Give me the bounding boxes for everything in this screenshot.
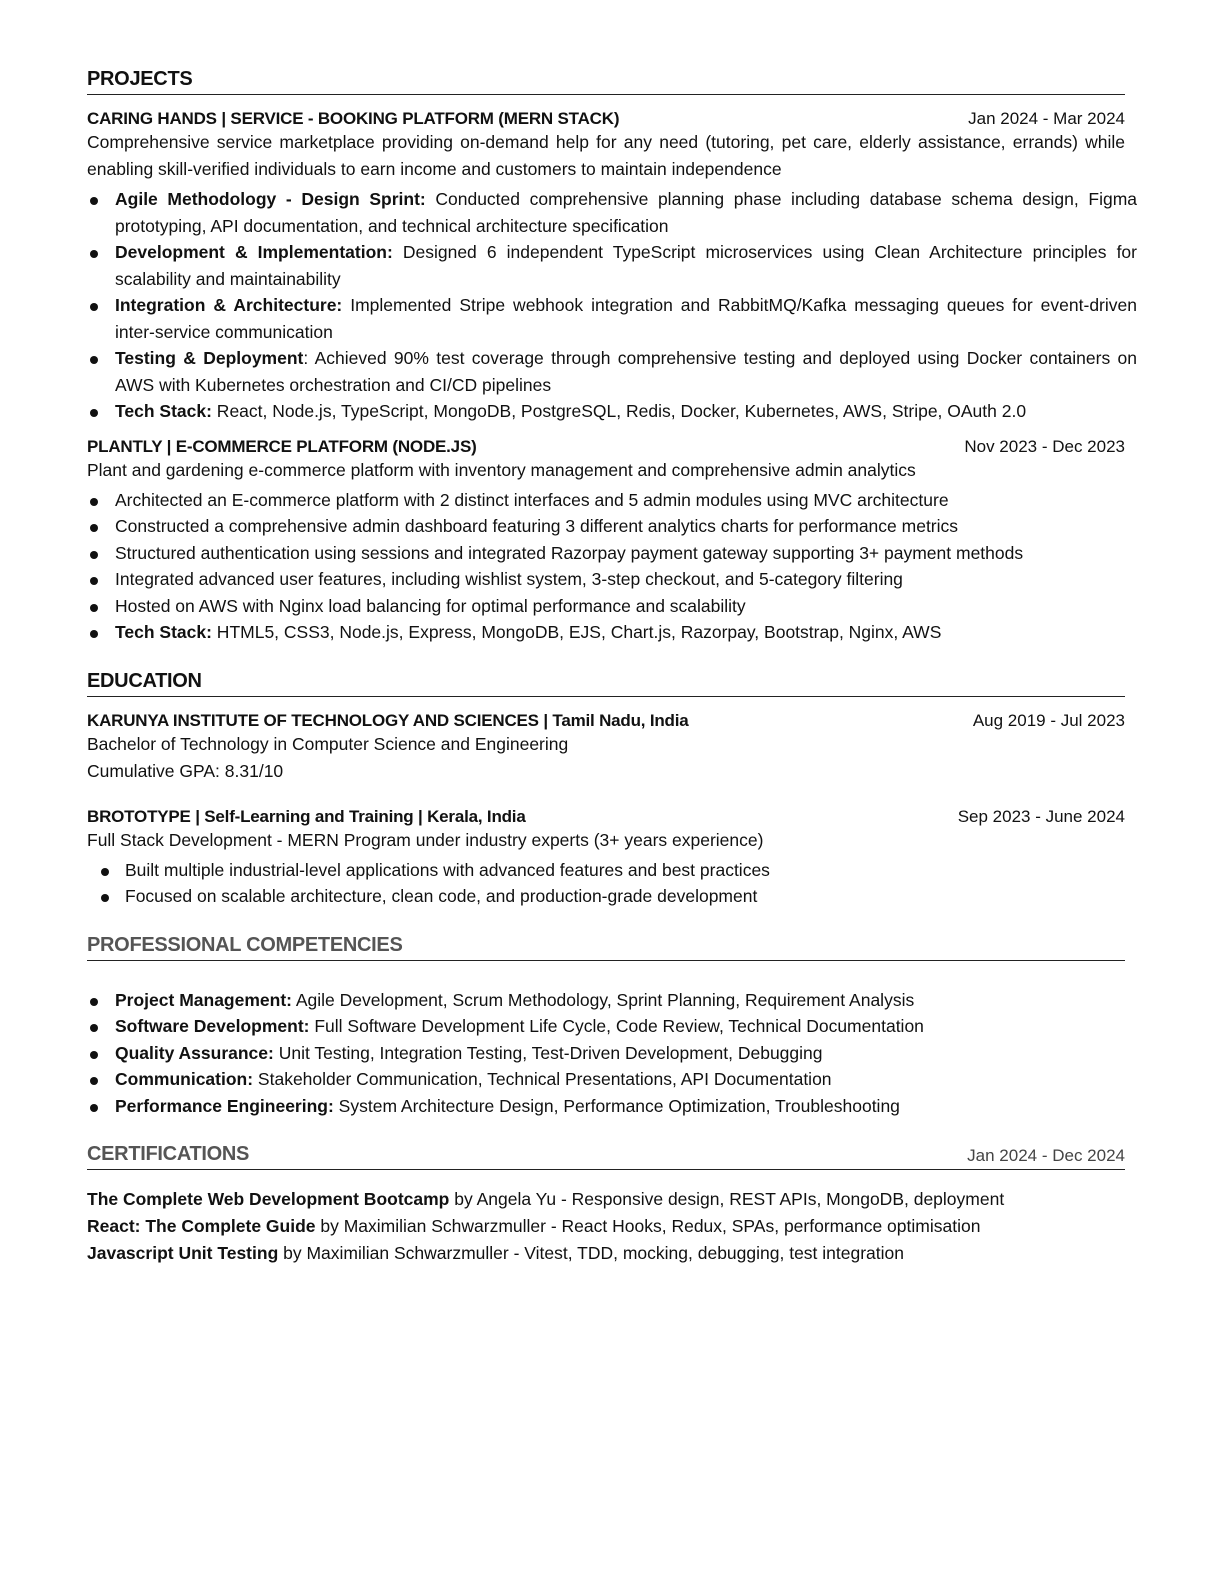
competency-label: Project Management: xyxy=(115,989,292,1010)
competency-text: Unit Testing, Integration Testing, Test-Driven Development, Debugging xyxy=(273,1042,823,1063)
education-bullet: Built multiple industrial-level applications with advanced features and best practices xyxy=(87,857,1125,884)
certification-item xyxy=(87,1240,1125,1267)
certification-text: by Angela Yu - Responsive design, REST APIs, MongoDB, deployment xyxy=(449,1189,1005,1209)
competency-item xyxy=(87,1093,1125,1120)
education-date: Sep 2023 - June 2024 xyxy=(957,806,1125,826)
education-date: Aug 2019 - Jul 2023 xyxy=(972,710,1125,730)
bullet-text: HTML5, CSS3, Node.js, Express, MongoDB, EJS, Chart.js, Razorpay, Bootstrap, Nginx, AWS xyxy=(211,622,942,642)
competencies-header xyxy=(87,934,1125,961)
project-entry xyxy=(87,437,1125,646)
education-entry xyxy=(87,807,1125,910)
bullet-text: Designed 6 independent TypeScript microservices using Clean Architecture principles for scalability and maintainability xyxy=(115,242,1137,289)
competencies-heading: PROFESSIONAL COMPETENCIES xyxy=(87,933,403,956)
certifications-header xyxy=(87,1143,1125,1170)
certification-item xyxy=(87,1186,1125,1213)
education-entry-header xyxy=(87,807,1125,827)
certifications-section xyxy=(87,1143,1125,1267)
bullet-label: Integration & Architecture: xyxy=(115,295,343,315)
project-bullet xyxy=(87,593,1137,620)
bullet-label: Tech Stack: xyxy=(115,401,212,421)
bullet-label: Tech Stack: xyxy=(115,622,212,642)
competency-label: Communication: xyxy=(115,1069,254,1089)
competency-item xyxy=(87,1013,1125,1040)
competency-label: Quality Assurance: xyxy=(115,1042,274,1063)
certification-text: by Maximilian Schwarzmuller - Vitest, TDD, mocking, debugging, test integration xyxy=(278,1243,904,1263)
competencies-section xyxy=(87,934,1125,1120)
education-entry xyxy=(87,711,1125,785)
competency-item xyxy=(87,1066,1125,1093)
competency-text: Stakeholder Communication, Technical Presentations, API Documentation xyxy=(253,1069,832,1089)
education-degree: Bachelor of Technology in Computer Science and Engineering xyxy=(87,733,569,754)
project-bullet xyxy=(87,292,1137,345)
competency-label: Performance Engineering: xyxy=(115,1095,334,1116)
project-bullet xyxy=(87,239,1137,292)
education-heading: EDUCATION xyxy=(87,669,202,692)
education-entry-header xyxy=(87,711,1125,731)
projects-section xyxy=(87,68,1137,646)
education-bullet: Focused on scalable architecture, clean code, and production-grade development xyxy=(87,883,1125,910)
resume-content xyxy=(87,68,1137,1291)
competency-text: Agile Development, Scrum Methodology, Sprint Planning, Requirement Analysis xyxy=(291,989,915,1010)
project-description: Comprehensive service marketplace providing on-demand help for any need (tutoring, pet care, elderly assistance, errands) while enabling skill-verified individuals to earn income and customers to maintain independence xyxy=(87,132,1125,179)
bullet-text: Hosted on AWS with Nginx load balancing for optimal performance and scalability xyxy=(115,595,746,616)
project-bullet xyxy=(87,540,1137,567)
project-bullets xyxy=(87,186,1137,425)
projects-header xyxy=(87,68,1125,95)
project-title: PLANTLY | E-COMMERCE PLATFORM (NODE.JS) xyxy=(87,436,477,456)
education-bullets xyxy=(87,857,1125,910)
competency-item xyxy=(87,1040,1125,1067)
project-title: CARING HANDS | SERVICE - BOOKING PLATFORM (MERN STACK) xyxy=(87,109,620,128)
certification-title: React: The Complete Guide xyxy=(87,1216,316,1236)
bullet-text: Conducted comprehensive planning phase including database schema design, Figma prototyping, API documentation, and technical architecture specification xyxy=(115,189,1137,236)
competencies-list xyxy=(87,987,1125,1120)
project-bullets xyxy=(87,487,1137,646)
competency-label: Software Development: xyxy=(115,1016,310,1036)
bullet-text: Architected an E-commerce platform with 2 distinct interfaces and 5 admin modules using MVC architecture xyxy=(115,489,949,510)
project-header xyxy=(87,109,1125,129)
education-gpa: Cumulative GPA: 8.31/10 xyxy=(87,760,284,781)
education-program: Full Stack Development - MERN Program under industry experts (3+ years experience) xyxy=(87,829,764,850)
bullet-text: Structured authentication using sessions and integrated Razorpay payment gateway supporting 3+ payment methods xyxy=(115,542,1024,563)
certification-item xyxy=(87,1213,1125,1240)
certification-text: by Maximilian Schwarzmuller - React Hooks, Redux, SPAs, performance optimisation xyxy=(315,1216,981,1236)
certification-title: Javascript Unit Testing xyxy=(87,1243,279,1263)
certifications-heading: CERTIFICATIONS xyxy=(87,1143,250,1165)
project-bullet xyxy=(87,566,1137,593)
projects-heading: PROJECTS xyxy=(87,68,193,90)
bullet-text: Implemented Stripe webhook integration and RabbitMQ/Kafka messaging queues for event-driven inter-service communication xyxy=(115,295,1137,342)
bullet-text: Integrated advanced user features, including wishlist system, 3-step checkout, and 5-category filtering xyxy=(115,569,903,589)
project-bullet xyxy=(87,186,1137,239)
project-entry xyxy=(87,109,1137,425)
project-bullet xyxy=(87,619,1137,646)
education-header xyxy=(87,670,1125,697)
bullet-label: Testing & Deployment xyxy=(115,348,304,368)
competency-item xyxy=(87,987,1125,1014)
bullet-text: Constructed a comprehensive admin dashboard featuring 3 different analytics charts for performance metrics xyxy=(115,516,959,536)
project-bullet xyxy=(87,398,1137,425)
competency-text: Full Software Development Life Cycle, Code Review, Technical Documentation xyxy=(309,1016,924,1036)
bullet-text: : Achieved 90% test coverage through comprehensive testing and deployed using Docker containers on AWS with Kubernetes orchestration and CI/CD pipelines xyxy=(115,348,1137,395)
certifications-date: Jan 2024 - Dec 2024 xyxy=(967,1146,1125,1165)
bullet-label: Agile Methodology - Design Sprint: xyxy=(115,189,426,209)
project-bullet xyxy=(87,487,1137,514)
project-header xyxy=(87,437,1125,457)
bullet-text: React, Node.js, TypeScript, MongoDB, PostgreSQL, Redis, Docker, Kubernetes, AWS, Stripe, OAuth 2.0 xyxy=(211,401,1027,421)
project-description: Plant and gardening e-commerce platform with inventory management and comprehensive admin analytics xyxy=(87,459,916,480)
education-section xyxy=(87,670,1125,910)
project-date: Jan 2024 - Mar 2024 xyxy=(968,109,1125,128)
project-date: Nov 2023 - Dec 2023 xyxy=(964,436,1125,456)
project-bullet xyxy=(87,513,1137,540)
education-title: BROTOTYPE | Self-Learning and Training | Kerala, India xyxy=(87,806,526,826)
certification-title: The Complete Web Development Bootcamp xyxy=(87,1189,450,1209)
education-title: KARUNYA INSTITUTE OF TECHNOLOGY AND SCIENCES | Tamil Nadu, India xyxy=(87,710,689,730)
project-bullet xyxy=(87,345,1137,398)
competency-text: System Architecture Design, Performance Optimization, Troubleshooting xyxy=(333,1095,900,1116)
bullet-label: Development & Implementation: xyxy=(115,242,393,262)
